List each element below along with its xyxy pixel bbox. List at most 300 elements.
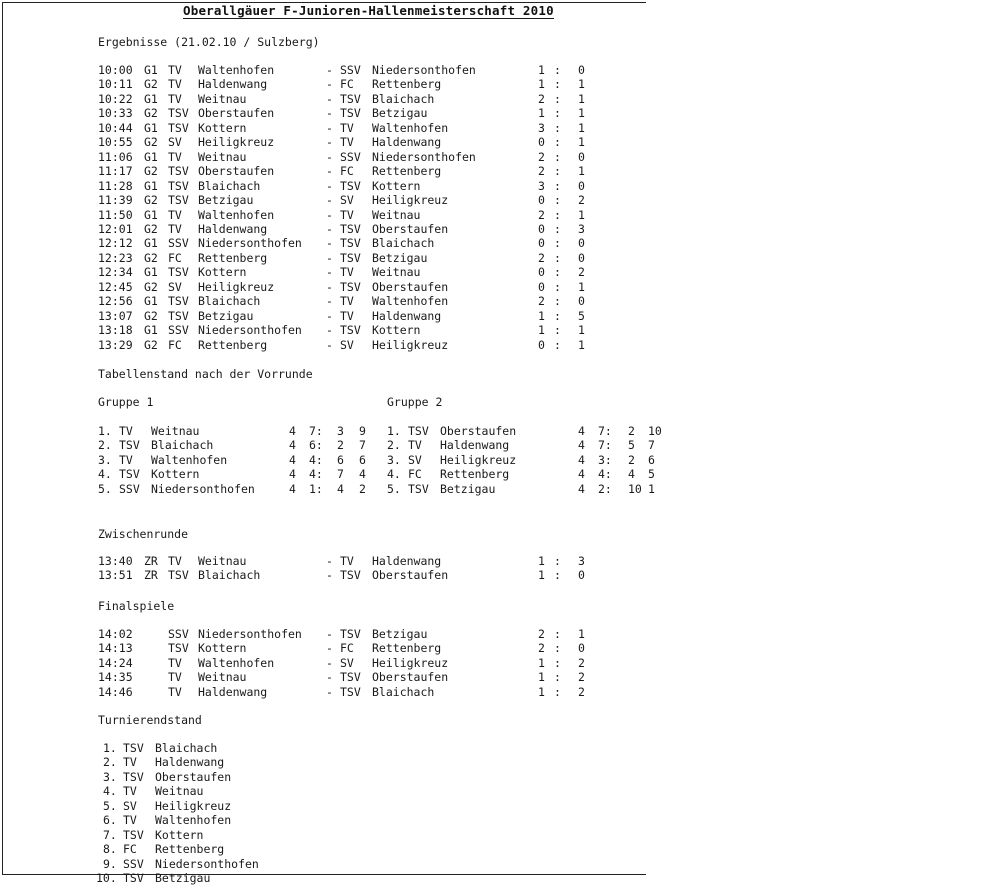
rank: 7. [103,827,117,842]
goals-against: 2 [337,438,344,453]
result-row [98,106,698,120]
vs-dash: - [326,250,333,265]
rank: 2. [103,755,117,770]
result-row [98,338,698,352]
away-team: Heiligkreuz [372,337,449,352]
rank: 5. [103,798,117,813]
goals-for: 7: [598,424,612,438]
score-home: 2 [538,627,545,641]
group2-row [387,453,987,467]
home-team: Blaichach [198,294,261,309]
standing-row [98,828,698,842]
standing-row [98,784,698,798]
away-team: Haldenwang [372,308,442,323]
score-home: 1 [538,77,545,92]
away-club: TV [340,308,354,323]
home-club: TV [168,221,182,236]
match-time: 13:18 [98,323,133,338]
club: TSV [408,424,429,438]
goals-against: 2 [628,452,635,467]
match-time: 11:39 [98,193,133,208]
rank: 6. [103,813,117,828]
rank: 2. [387,438,401,453]
score-home: 1 [538,106,545,121]
club: TV [119,424,133,438]
away-club: TSV [340,178,361,193]
away-team: Blaichach [372,684,435,699]
match-time: 13:51 [98,568,133,583]
away-club: TSV [340,236,361,251]
score-away: 1 [578,120,585,135]
away-club: TSV [340,627,361,641]
away-team: Oberstaufen [372,279,449,294]
score-home: 3 [538,120,545,135]
home-team: Niedersonthofen [198,323,302,338]
away-club: TSV [340,670,361,685]
result-row [98,280,698,294]
vs-dash: - [326,655,333,670]
result-row [98,294,698,308]
match-time: 12:56 [98,294,133,309]
score-colon: : [554,568,561,583]
home-club: TSV [168,120,189,135]
goals-against: 4 [628,467,635,482]
home-team: Weitnau [198,91,247,106]
score-home: 0 [538,236,545,251]
result-row [98,150,698,164]
games-played: 4 [578,424,585,438]
away-club: TSV [340,91,361,106]
club: TV [119,452,133,467]
score-away: 1 [578,627,585,641]
team-name: Oberstaufen [440,424,517,438]
vs-dash: - [326,135,333,150]
home-club: TV [168,684,182,699]
team-name: Betzigau [440,481,496,496]
results-heading: Ergebnisse (21.02.10 / Sulzberg) [98,35,320,49]
vs-dash: - [326,568,333,583]
intermediate-row [98,554,698,568]
standing-row [98,799,698,813]
score-away: 1 [578,323,585,338]
away-club: FC [340,164,354,179]
games-played: 4 [578,452,585,467]
home-team: Oberstaufen [198,164,275,179]
score-away: 0 [578,250,585,265]
goals-for: 7: [598,438,612,453]
result-row [98,208,698,222]
score-away: 5 [578,308,585,323]
away-team: Niedersonthofen [372,63,476,77]
away-club: SV [340,337,354,352]
goals-for: 1: [309,481,323,496]
team-name: Niedersonthofen [151,481,255,496]
rank: 1. [98,424,112,438]
away-club: TSV [340,221,361,236]
vs-dash: - [326,207,333,222]
score-away: 2 [578,684,585,699]
result-row [98,236,698,250]
vs-dash: - [326,323,333,338]
rank: 2. [98,438,112,453]
match-group: G1 [144,149,158,164]
home-team: Rettenberg [198,250,268,265]
home-club: TSV [168,164,189,179]
vs-dash: - [326,308,333,323]
points: 10 [648,424,662,438]
score-away: 0 [578,149,585,164]
home-club: SV [168,279,182,294]
score-away: 0 [578,568,585,583]
standing-row [98,813,698,827]
team-name: Blaichach [155,741,218,755]
score-away: 0 [578,178,585,193]
match-time: 12:12 [98,236,133,251]
result-row [98,222,698,236]
club: TV [123,813,137,828]
away-club: TSV [340,323,361,338]
club: TV [123,784,137,799]
score-away: 1 [578,91,585,106]
vs-dash: - [326,670,333,685]
score-home: 1 [538,554,545,568]
home-team: Betzigau [198,193,254,208]
group2-row [387,424,987,438]
score-colon: : [554,120,561,135]
team-name: Niedersonthofen [155,856,259,871]
home-club: TSV [168,641,189,656]
club: TSV [119,467,140,482]
score-away: 0 [578,641,585,656]
games-played: 4 [578,467,585,482]
vs-dash: - [326,63,333,77]
goals-for: 4: [309,467,323,482]
club: TSV [119,438,140,453]
home-club: TSV [168,193,189,208]
home-team: Betzigau [198,308,254,323]
away-team: Rettenberg [372,164,442,179]
match-group: G1 [144,120,158,135]
group2-row [387,467,987,481]
result-row [98,309,698,323]
home-team: Weitnau [198,670,247,685]
score-home: 0 [538,279,545,294]
match-time: 10:44 [98,120,133,135]
score-colon: : [554,294,561,309]
final-row [98,656,698,670]
home-club: TV [168,63,182,77]
result-row [98,179,698,193]
away-club: SSV [340,149,361,164]
home-team: Blaichach [198,568,261,583]
vs-dash: - [326,279,333,294]
away-club: TV [340,265,354,280]
home-team: Waltenhofen [198,655,275,670]
result-row [98,77,698,91]
match-group: G1 [144,294,158,309]
team-name: Rettenberg [155,842,225,857]
score-colon: : [554,655,561,670]
intermediate-row [98,568,698,582]
vs-dash: - [326,221,333,236]
match-group: G2 [144,164,158,179]
document-title: Oberallgäuer F-Junioren-Hallenmeisterschaft 2010 [183,3,554,18]
away-team: Rettenberg [372,641,442,656]
away-team: Rettenberg [372,77,442,92]
rank: 4. [98,467,112,482]
match-time: 11:17 [98,164,133,179]
club: SSV [119,481,140,496]
score-colon: : [554,308,561,323]
vs-dash: - [326,120,333,135]
rank: 4. [387,467,401,482]
score-home: 2 [538,149,545,164]
standing-row [98,755,698,769]
match-time: 12:23 [98,250,133,265]
score-away: 1 [578,337,585,352]
home-team: Haldenwang [198,684,268,699]
final-row [98,670,698,684]
goals-for: 3: [598,452,612,467]
vs-dash: - [326,554,333,568]
home-team: Rettenberg [198,337,268,352]
match-time: 12:34 [98,265,133,280]
away-team: Kottern [372,178,421,193]
away-team: Kottern [372,323,421,338]
home-club: TSV [168,106,189,121]
goals-against: 4 [337,481,344,496]
match-group: G2 [144,308,158,323]
club: SV [123,798,137,813]
goals-against: 6 [337,452,344,467]
rank: 1. [387,424,401,438]
score-home: 1 [538,655,545,670]
vs-dash: - [326,265,333,280]
away-team: Haldenwang [372,554,442,568]
score-home: 1 [538,63,545,77]
rank: 10. [96,871,117,885]
away-team: Weitnau [372,265,421,280]
home-club: TSV [168,294,189,309]
home-club: TV [168,207,182,222]
home-club: TSV [168,265,189,280]
standing-row [98,770,698,784]
score-colon: : [554,193,561,208]
points: 4 [359,467,366,482]
score-colon: : [554,63,561,77]
score-away: 1 [578,106,585,121]
home-club: SSV [168,323,189,338]
match-time: 11:06 [98,149,133,164]
match-group: G1 [144,236,158,251]
vs-dash: - [326,178,333,193]
vs-dash: - [326,684,333,699]
vs-dash: - [326,236,333,251]
team-name: Betzigau [155,871,211,885]
club: TV [408,438,422,453]
away-team: Oberstaufen [372,670,449,685]
score-colon: : [554,236,561,251]
away-team: Betzigau [372,627,428,641]
games-played: 4 [578,481,585,496]
score-colon: : [554,135,561,150]
away-club: FC [340,77,354,92]
match-time: 10:00 [98,63,133,77]
final-row [98,627,698,641]
match-round: ZR [144,554,158,568]
away-club: SSV [340,63,361,77]
home-team: Heiligkreuz [198,279,275,294]
match-group: G1 [144,207,158,222]
standing-row [98,857,698,871]
score-colon: : [554,337,561,352]
group2-heading: Gruppe 2 [387,395,443,409]
score-home: 1 [538,684,545,699]
away-team: Haldenwang [372,135,442,150]
score-away: 0 [578,294,585,309]
score-away: 2 [578,670,585,685]
games-played: 4 [289,467,296,482]
score-home: 2 [538,207,545,222]
away-club: TSV [340,106,361,121]
score-home: 1 [538,323,545,338]
match-time: 14:02 [98,627,133,641]
rank: 9. [103,856,117,871]
home-club: SV [168,135,182,150]
home-team: Haldenwang [198,77,268,92]
home-team: Waltenhofen [198,63,275,77]
score-colon: : [554,279,561,294]
home-team: Haldenwang [198,221,268,236]
score-colon: : [554,265,561,280]
standing-row [98,842,698,856]
score-home: 2 [538,250,545,265]
vs-dash: - [326,106,333,121]
final-standing-heading: Turnierendstand [98,713,202,727]
score-home: 2 [538,641,545,656]
away-club: SV [340,655,354,670]
home-team: Oberstaufen [198,106,275,121]
score-home: 1 [538,670,545,685]
score-away: 1 [578,207,585,222]
away-team: Oberstaufen [372,221,449,236]
club: FC [408,467,422,482]
club: TV [123,755,137,770]
home-team: Kottern [198,265,247,280]
points: 9 [359,424,366,438]
result-row [98,121,698,135]
goals-against: 7 [337,467,344,482]
match-time: 14:46 [98,684,133,699]
home-team: Waltenhofen [198,207,275,222]
home-club: FC [168,337,182,352]
score-colon: : [554,627,561,641]
rank: 5. [387,481,401,496]
home-club: TSV [168,178,189,193]
rank: 3. [98,452,112,467]
match-group: G2 [144,106,158,121]
standing-row [98,871,698,885]
goals-for: 4: [309,452,323,467]
away-team: Betzigau [372,250,428,265]
club: TSV [123,827,144,842]
home-club: TV [168,91,182,106]
away-club: TV [340,120,354,135]
score-away: 3 [578,221,585,236]
match-time: 10:33 [98,106,133,121]
score-away: 1 [578,164,585,179]
points: 6 [648,452,655,467]
games-played: 4 [289,481,296,496]
home-club: SSV [168,627,189,641]
games-played: 4 [289,438,296,453]
table-heading: Tabellenstand nach der Vorrunde [98,367,313,381]
score-away: 1 [578,77,585,92]
away-team: Blaichach [372,236,435,251]
score-home: 2 [538,294,545,309]
away-team: Blaichach [372,91,435,106]
match-time: 13:29 [98,337,133,352]
points: 1 [648,481,655,496]
away-club: TV [340,294,354,309]
home-club: TV [168,554,182,568]
rank: 3. [387,452,401,467]
result-row [98,92,698,106]
home-club: SSV [168,236,189,251]
score-home: 0 [538,193,545,208]
match-time: 14:13 [98,641,133,656]
final-row [98,641,698,655]
away-team: Oberstaufen [372,568,449,583]
away-team: Waltenhofen [372,294,449,309]
score-away: 1 [578,279,585,294]
finals-heading: Finalspiele [98,599,175,613]
games-played: 4 [289,424,296,438]
score-away: 1 [578,135,585,150]
goals-against: 10 [628,481,642,496]
result-row [98,265,698,279]
score-home: 2 [538,91,545,106]
goals-for: 2: [598,481,612,496]
away-club: TV [340,554,354,568]
away-club: TSV [340,250,361,265]
points: 7 [648,438,655,453]
away-team: Heiligkreuz [372,193,449,208]
match-time: 12:45 [98,279,133,294]
score-colon: : [554,250,561,265]
goals-against: 2 [628,424,635,438]
home-team: Weitnau [198,149,247,164]
club: FC [123,842,137,857]
match-time: 10:11 [98,77,133,92]
points: 7 [359,438,366,453]
score-colon: : [554,641,561,656]
home-club: TSV [168,308,189,323]
match-group: G1 [144,178,158,193]
home-club: TV [168,149,182,164]
away-team: Waltenhofen [372,120,449,135]
rank: 3. [103,769,117,784]
score-away: 0 [578,63,585,77]
match-time: 12:01 [98,221,133,236]
team-name: Haldenwang [440,438,510,453]
match-group: G2 [144,250,158,265]
home-team: Weitnau [198,554,247,568]
home-team: Kottern [198,120,247,135]
score-home: 0 [538,265,545,280]
score-home: 0 [538,221,545,236]
goals-for: 6: [309,438,323,453]
